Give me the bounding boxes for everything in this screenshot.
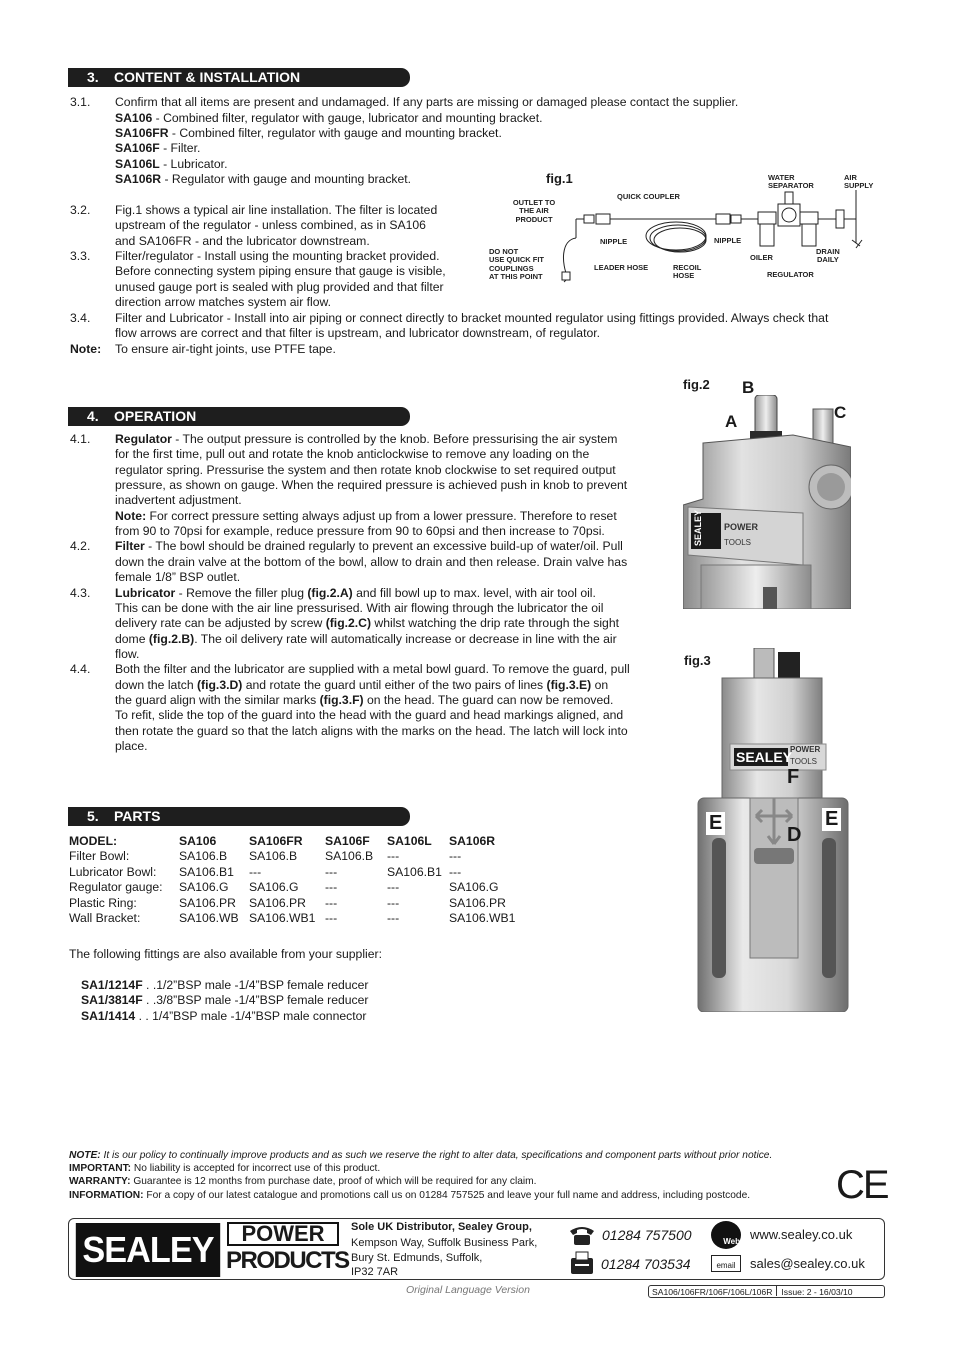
table-cell: SA106.G — [449, 880, 499, 895]
fig1-label-outlet: OUTLET TO THE AIR PRODUCT — [512, 198, 556, 224]
text-line: This can be done with the air line pressurised. With air flowing through the lubricator the oil — [115, 600, 604, 615]
text-line: Filter and Lubricator - Install into air piping or connect directly to bracket mounted regulator using fittings provided. Always check that — [115, 311, 829, 325]
model-item: SA106 - Combined filter, regulator with gauge, lubricator and mounting bracket. — [115, 110, 543, 125]
fig1-label-nipple: NIPPLE — [714, 236, 742, 245]
fig1-label-drain-daily: DRAIN DAILY — [816, 247, 840, 265]
text-line: the guard align with the similar marks (fig.3.F) on the head. The guard can now be removed. — [115, 692, 614, 707]
text-line: Both the filter and the lubricator are supplied with a metal bowl guard. To remove the guard, pull — [115, 662, 630, 677]
text-line: delivery rate can be adjusted by screw (fig.2.C) whilst watching the drip rate through the sight — [115, 616, 619, 631]
table-cell: --- — [325, 880, 338, 895]
table-header: MODEL: — [69, 834, 118, 848]
table-header: SA106L — [387, 834, 432, 848]
model-item: SA106L - Lubricator. — [115, 156, 228, 171]
table-cell: SA106.WB — [179, 911, 239, 926]
fig3-tools: TOOLS — [790, 757, 817, 766]
table-row — [69, 880, 525, 895]
table-header: SA106R — [449, 834, 496, 848]
fig2-label-c: C — [834, 403, 847, 422]
item-text: Confirm that all items are present and undamaged. If any parts are missing or damaged please contact the supplier. — [115, 95, 739, 109]
note-text: To ensure air-tight joints, use PTFE tape. — [115, 342, 336, 356]
item-number: 4.4. — [70, 662, 91, 677]
table-row — [69, 896, 525, 911]
item-number: 3.3. — [70, 249, 91, 263]
item-number: 3.4. — [70, 311, 91, 325]
text-line: Fig.1 shows a typical air line installation. The filter is located — [115, 203, 438, 217]
distributor-address: Kempson Way, Suffolk Business Park, Bury St. Edmunds, Suffolk, IP32 7AR — [351, 1237, 538, 1278]
table-cell: --- — [387, 880, 400, 895]
text-line: female 1/8” BSP outlet. — [115, 570, 241, 585]
table-row — [69, 911, 525, 926]
fig3-label-e-right: E — [822, 808, 841, 831]
web-icon: Web — [711, 1221, 741, 1249]
fig1-label-recoil-hose: RECOIL HOSE — [673, 263, 702, 281]
text-line: Filter/regulator - Install using the mounting bracket provided. — [115, 249, 440, 263]
text-line: down the drain valve at the bottom of the bowl, allow to drain and then release. Drain valve has — [115, 554, 628, 569]
section-number: 3. — [87, 69, 99, 85]
distributor-name: Sole UK Distributor, Sealey Group, — [351, 1221, 532, 1233]
phone-icon — [567, 1223, 597, 1247]
table-cell: --- — [325, 911, 338, 926]
fax-number[interactable]: 01284 703534 — [601, 1256, 691, 1272]
item-number: 3.2. — [70, 203, 91, 217]
ce-mark: CE — [836, 1163, 888, 1207]
fig2-tools: TOOLS — [724, 538, 751, 547]
table-cell: --- — [449, 864, 462, 879]
section-number: 4. — [87, 408, 99, 424]
website-link[interactable]: www.sealey.co.uk — [750, 1227, 853, 1242]
item-number: 4.1. — [70, 432, 91, 446]
fig1-label-nipple: NIPPLE — [600, 237, 628, 246]
item-number: 4.3. — [70, 585, 91, 600]
text-line: then rotate the guard so that the latch aligns with the marks on the head. The latch will lock into — [115, 723, 628, 738]
table-cell: --- — [387, 895, 400, 910]
item-3-4-text — [115, 311, 828, 342]
power-logo: POWER — [227, 1222, 339, 1246]
section-header-content-installation — [68, 68, 410, 87]
section-title: CONTENT & INSTALLATION — [114, 69, 301, 85]
email-link[interactable]: sales@sealey.co.uk — [750, 1256, 865, 1271]
text-line: Regulator - The output pressure is controlled by the knob. Before pressurising the air system — [115, 432, 618, 446]
fig3-label-e-left: E — [706, 812, 725, 835]
doc-reference: SA106/106FR/106F/106L/106R Issue: 2 - 16/03/10 — [648, 1285, 885, 1298]
item-number: 4.2. — [70, 539, 91, 554]
text-line: upstream of the regulator - unless combined, as in SA106 — [115, 218, 426, 233]
table-cell: Wall Bracket: — [69, 911, 141, 926]
table-cell: SA106.B — [249, 849, 298, 864]
fig1-label-quick-coupler: QUICK COUPLER — [617, 192, 680, 201]
fig1-label-leader-hose: LEADER HOSE — [594, 263, 649, 272]
model-item: SA106F - Filter. — [115, 141, 201, 156]
fig2-brand: SEALEY — [693, 509, 703, 546]
fig1-label-do-not: DO NOT USE QUICK FIT COUPLINGS AT THIS POINT — [489, 247, 545, 282]
item-3-2-text — [115, 203, 437, 249]
fig1-label-oiler: OILER — [750, 253, 773, 262]
table-row — [69, 865, 525, 880]
fig1-label-air-supply: AIR SUPPLY — [844, 173, 874, 191]
text-line: from 90 to 70psi for example, reduce pressure from 90 to 60psi and then increase to 70psi. — [115, 524, 605, 539]
section-header-parts — [68, 807, 410, 826]
table-cell: SA106.PR — [449, 895, 506, 910]
fax-icon — [567, 1250, 597, 1276]
note-label: Note: — [70, 342, 102, 356]
table-row — [69, 849, 525, 864]
original-language: Original Language Version — [406, 1284, 530, 1296]
fig2-label-b: B — [742, 378, 755, 397]
text-line: inadvertent adjustment. — [115, 493, 242, 508]
table-cell: SA106.G — [249, 880, 299, 895]
text-line: flow arrows are correct and that filter is upstream, and lubricator downstream, of regulator. — [115, 326, 601, 341]
fig3-label-d: D — [787, 824, 802, 846]
table-cell: Lubricator Bowl: — [69, 864, 157, 879]
fitting-item: SA1/3814F . .3/8”BSP male -1/4”BSP female reducer — [81, 993, 369, 1008]
policy-note: NOTE: It is our policy to continually improve products and as such we reserve the right to alter data, specifications and component parts without prior notice. — [69, 1150, 773, 1161]
model-item: SA106R - Regulator with gauge and mounting bracket. — [115, 172, 412, 187]
text-line: dome (fig.2.B). The oil delivery rate will automatically increase or decrease in line with the air — [115, 631, 617, 646]
table-header: SA106F — [325, 834, 370, 848]
text-line: and SA106FR - and the lubricator downstream. — [115, 233, 370, 248]
phone-number[interactable]: 01284 757500 — [602, 1227, 692, 1243]
fig1-label-water-separator: WATER SEPARATOR — [768, 173, 814, 191]
table-cell: --- — [449, 849, 462, 864]
email-icon: email — [711, 1255, 741, 1272]
sealey-logo: SEALEY — [76, 1223, 220, 1277]
text-line: Note: For correct pressure setting always adjust up from a lower pressure. Therefore to reset — [115, 508, 617, 523]
text-line: unused gauge port is sealed with plug provided and that filter — [115, 279, 444, 294]
text-line: flow. — [115, 646, 140, 661]
fitting-item: SA1/1414 . . 1/4”BSP male -1/4”BSP male connector — [81, 1008, 367, 1023]
table-cell: --- — [325, 895, 338, 910]
text-line: pressure, as shown on gauge. When the required pressure is achieved push in knob to prevent — [115, 478, 628, 493]
fitting-item: SA1/1214F . .1/2”BSP male -1/4”BSP female reducer — [81, 978, 369, 992]
text-line: for the first time, pull out and rotate the knob anticlockwise to remove any loading on the — [115, 447, 590, 462]
text-line: regulator spring. Pressurise the system and then rotate knob clockwise to set required output — [115, 462, 616, 477]
table-cell: SA106.PR — [179, 895, 236, 910]
section-header-operation — [68, 407, 410, 426]
table-cell: --- — [387, 849, 400, 864]
fig2-label-a: A — [725, 412, 738, 431]
parts-table — [69, 834, 525, 926]
table-cell: Plastic Ring: — [69, 895, 137, 910]
text-line: To refit, slide the top of the guard into the head with the guard and head markings aligned, and — [115, 708, 624, 723]
model-item: SA106FR - Combined filter, regulator with gauge and mounting bracket. — [115, 125, 502, 140]
table-cell: SA106.PR — [249, 895, 306, 910]
fig1-title: fig.1 — [546, 171, 573, 186]
text-line: direction arrow matches system air flow. — [115, 295, 332, 310]
table-cell: --- — [249, 864, 262, 879]
item-number: 3.1. — [70, 95, 91, 109]
section-title: OPERATION — [114, 408, 197, 424]
table-cell: SA106.B1 — [387, 864, 442, 879]
fig2-brand2: POWER — [724, 522, 759, 532]
table-cell: --- — [325, 864, 338, 879]
text-line: Lubricator - Remove the filler plug (fig.2.A) and fill bowl up to max. level, with air tool oil. — [115, 585, 596, 600]
table-header: SA106FR — [249, 834, 303, 848]
fig3-brand2: POWER — [790, 745, 821, 754]
table-cell: SA106.B — [325, 849, 374, 864]
warranty-note: WARRANTY: Guarantee is 12 months from purchase date, proof of which will be required for any claim. — [69, 1176, 537, 1187]
fittings-intro: The following fittings are also available from your supplier: — [69, 947, 382, 961]
table-cell: SA106.WB1 — [249, 911, 316, 926]
table-cell: SA106.G — [179, 880, 229, 895]
fig3-title: fig.3 — [684, 653, 711, 668]
text-line: Filter - The bowl should be drained regularly to prevent an excessive build-up of water/oil. Pull — [115, 539, 623, 554]
fig3-label-f: F — [787, 766, 800, 788]
item-3-3-text — [115, 249, 446, 311]
table-cell: SA106.WB1 — [449, 911, 516, 926]
section-title: PARTS — [114, 808, 161, 824]
fig3-brand: SEALEY — [736, 749, 793, 765]
model-list — [115, 111, 542, 188]
fig2-photo — [683, 395, 851, 609]
important-note: IMPORTANT: No liability is accepted for incorrect use of this product. — [69, 1163, 381, 1174]
information-note: INFORMATION: For a copy of our latest catalogue and promotions call us on 01284 757525 and leave your full name and address, including postcode. — [69, 1190, 751, 1201]
fig1-label-regulator: REGULATOR — [767, 270, 814, 279]
table-header-row — [69, 834, 525, 849]
fig2-title: fig.2 — [683, 377, 710, 392]
table-cell: Filter Bowl: — [69, 849, 130, 864]
table-cell: --- — [387, 911, 400, 926]
table-cell: SA106.B1 — [179, 864, 234, 879]
table-cell: SA106.B — [179, 849, 228, 864]
text-line: place. — [115, 739, 148, 753]
products-logo: PRODUCTS — [226, 1247, 349, 1274]
table-header: SA106 — [179, 834, 217, 848]
table-cell: Regulator gauge: — [69, 880, 163, 895]
operation-items — [0, 432, 670, 762]
text-line: Before connecting system piping ensure that gauge is visible, — [115, 264, 446, 279]
section-number: 5. — [87, 808, 99, 824]
fittings-list — [81, 978, 368, 1024]
text-line: down the latch (fig.3.D) and rotate the guard until either of the two pairs of lines (fig.3.E) on — [115, 677, 609, 692]
